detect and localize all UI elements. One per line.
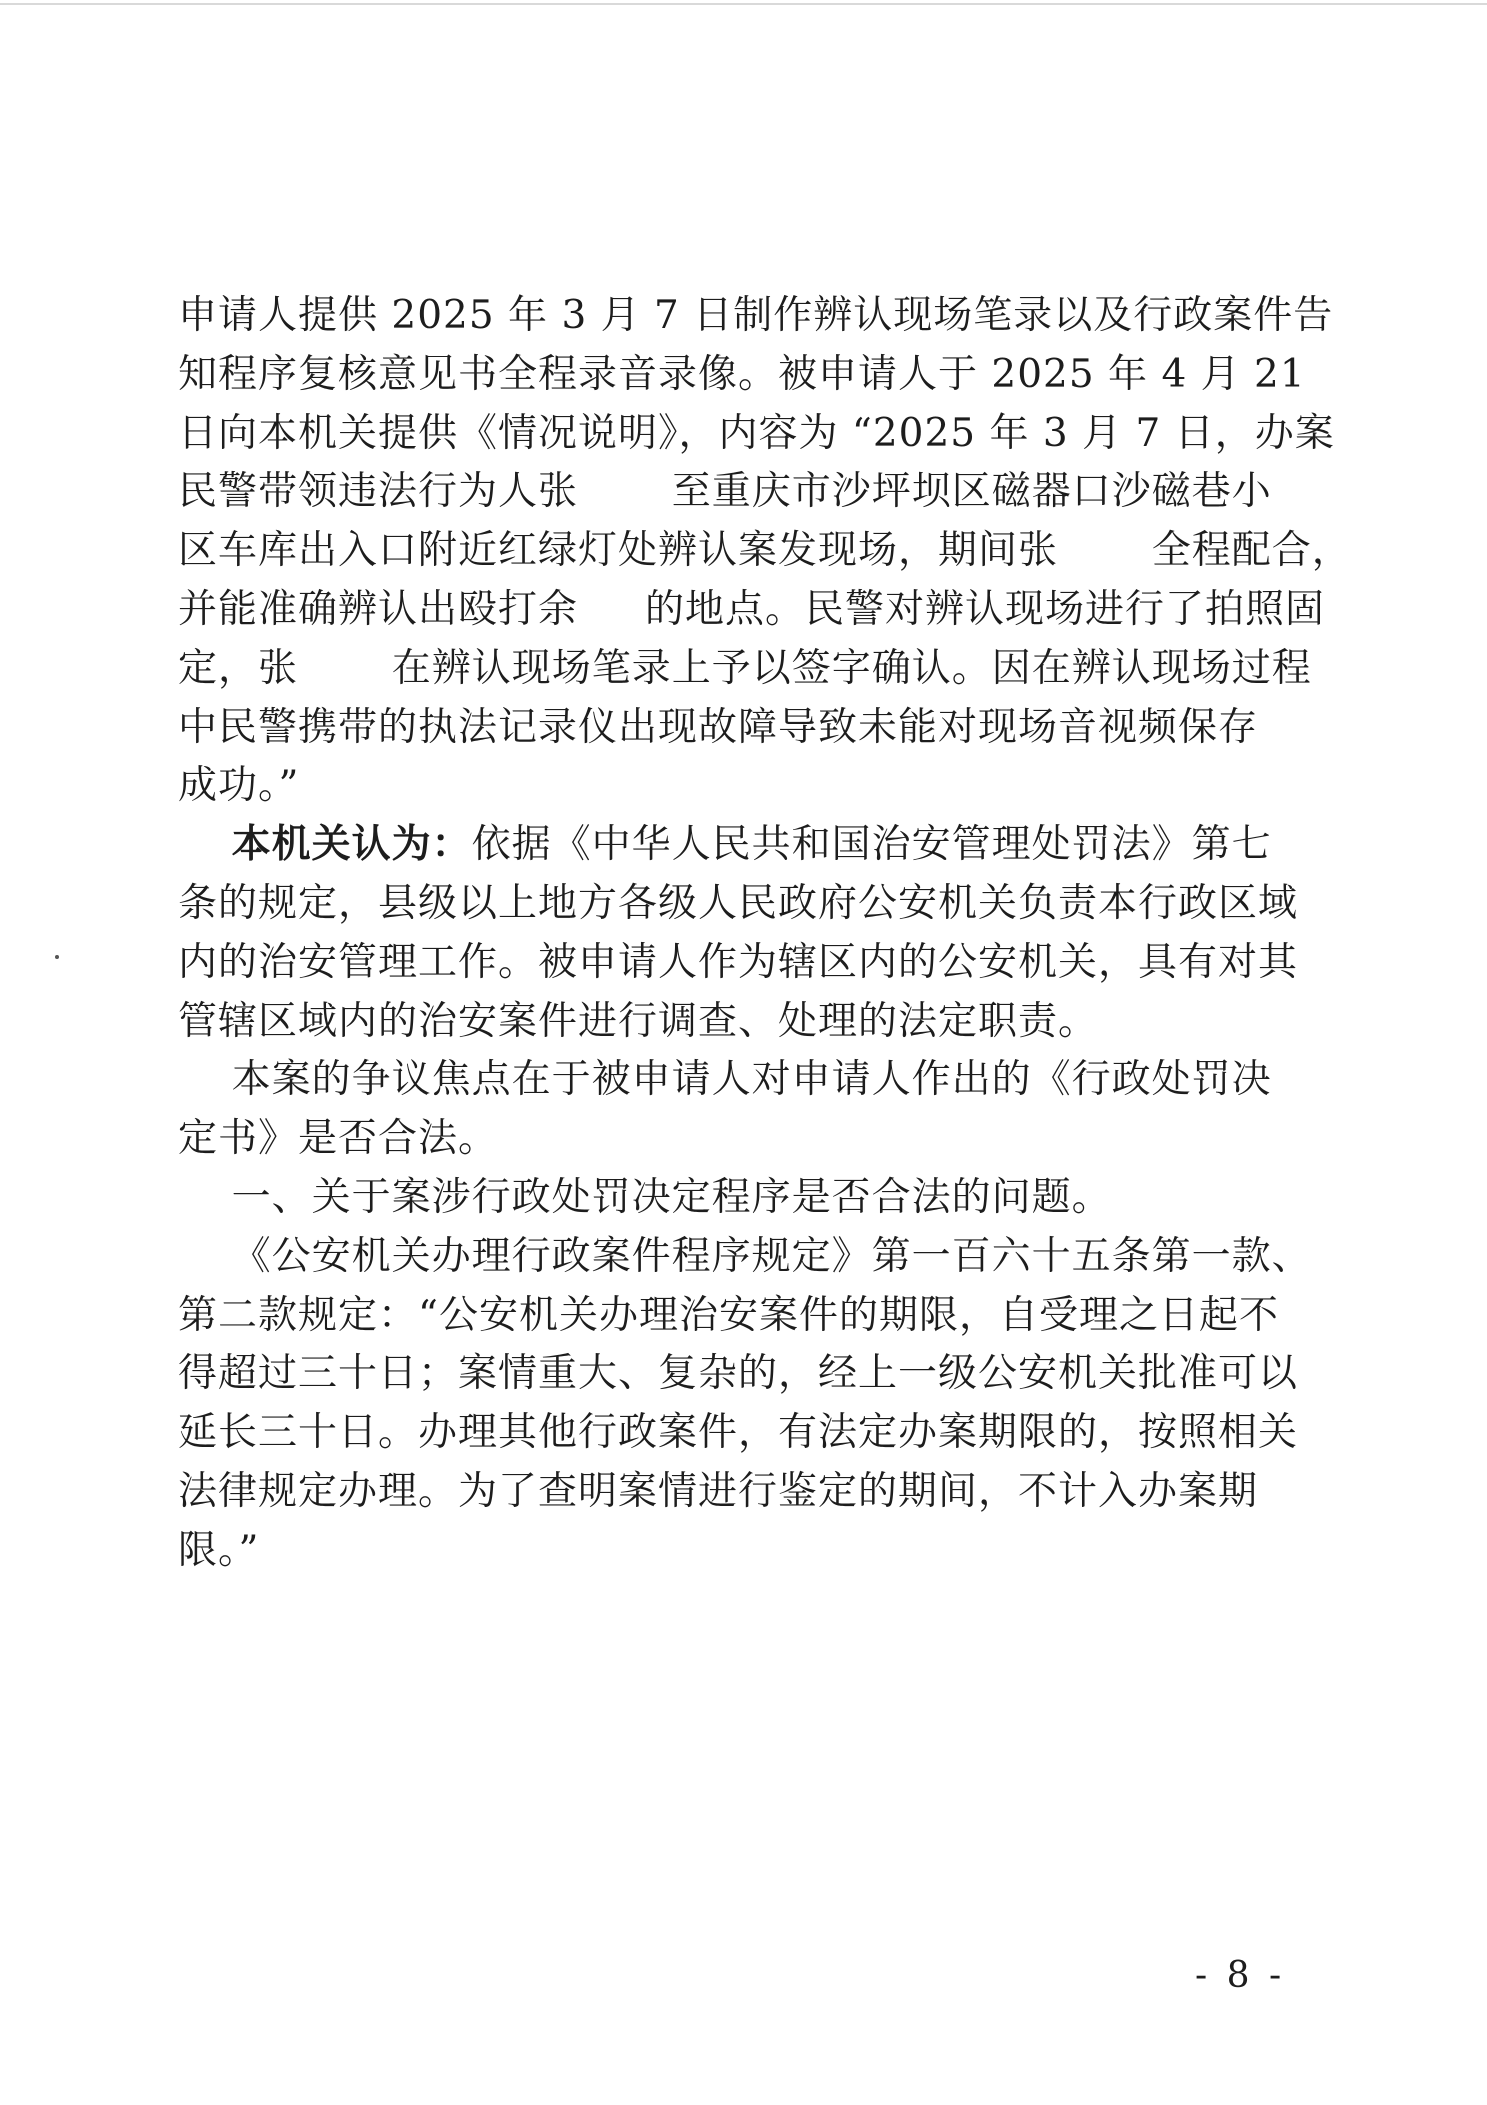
paragraph-line: 第二款规定：“公安机关办理治安案件的期限，自受理之日起不 (178, 1292, 1279, 1338)
page-number: - 8 - (1195, 1955, 1286, 1996)
paragraph-line: 管辖区域内的治安案件进行调查、处理的法定职责。 (178, 998, 1099, 1044)
paragraph-line: 中民警携带的执法记录仪出现故障导致未能对现场音视频保存 (178, 704, 1259, 750)
paragraph-line: 法律规定办理。为了查明案情进行鉴定的期间，不计入办案期 (178, 1468, 1259, 1514)
paragraph-line: 定书》是否合法。 (178, 1116, 499, 1162)
paragraph-line: 得超过三十日；案情重大、复杂的，经上一级公安机关批准可以 (178, 1351, 1299, 1397)
paragraph-line: 定，张 在辨认现场笔录上予以签字确认。因在辨认现场过程 (178, 645, 1312, 691)
paragraph-line: 延长三十日。办理其他行政案件，有法定办案期限的，按照相关 (178, 1410, 1299, 1456)
section-heading: 本机关认为： (231, 822, 472, 868)
scan-top-edge (0, 3, 1487, 5)
paragraph-line: 条的规定，县级以上地方各级人民政府公安机关负责本行政区域 (178, 880, 1299, 926)
paragraph-line: 成功。” (178, 763, 300, 809)
paragraph-line: 本案的争议焦点在于被申请人对申请人作出的《行政处罚决 (178, 1057, 1272, 1103)
paragraph-line: 知程序复核意见书全程录音录像。被申请人于 2025 年 4 月 21 (178, 351, 1306, 397)
paragraph-line: 民警带领违法行为人张 至重庆市沙坪坝区磁器口沙磁巷小 (178, 469, 1272, 515)
paragraph-line: 一、关于案涉行政处罚决定程序是否合法的问题。 (178, 1174, 1112, 1220)
paragraph-line: 申请人提供 2025 年 3 月 7 日制作辨认现场笔录以及行政案件告 (178, 293, 1334, 338)
paragraph-line: 并能准确辨认出殴打余 的地点。民警对辨认现场进行了拍照固 (178, 586, 1325, 632)
document-body (178, 287, 1352, 1581)
paragraph-line: 日向本机关提供《情况说明》，内容为 “2025 年 3 月 7 日，办案 (178, 410, 1335, 456)
paragraph-line: 内的治安管理工作。被申请人作为辖区内的公安机关，具有对其 (178, 939, 1299, 985)
scan-speck (55, 955, 59, 959)
paragraph-line (178, 816, 1318, 875)
paragraph-line: 限。” (178, 1527, 260, 1573)
paragraph-line: 区车库出入口附近红绿灯处辨认案发现场，期间张 全程配合， (178, 528, 1352, 574)
paragraph-line-rest: 依据《中华人民共和国治安管理处罚法》第七 (471, 822, 1272, 868)
paragraph-line: 《公安机关办理行政案件程序规定》第一百六十五条第一款、 (178, 1233, 1312, 1279)
